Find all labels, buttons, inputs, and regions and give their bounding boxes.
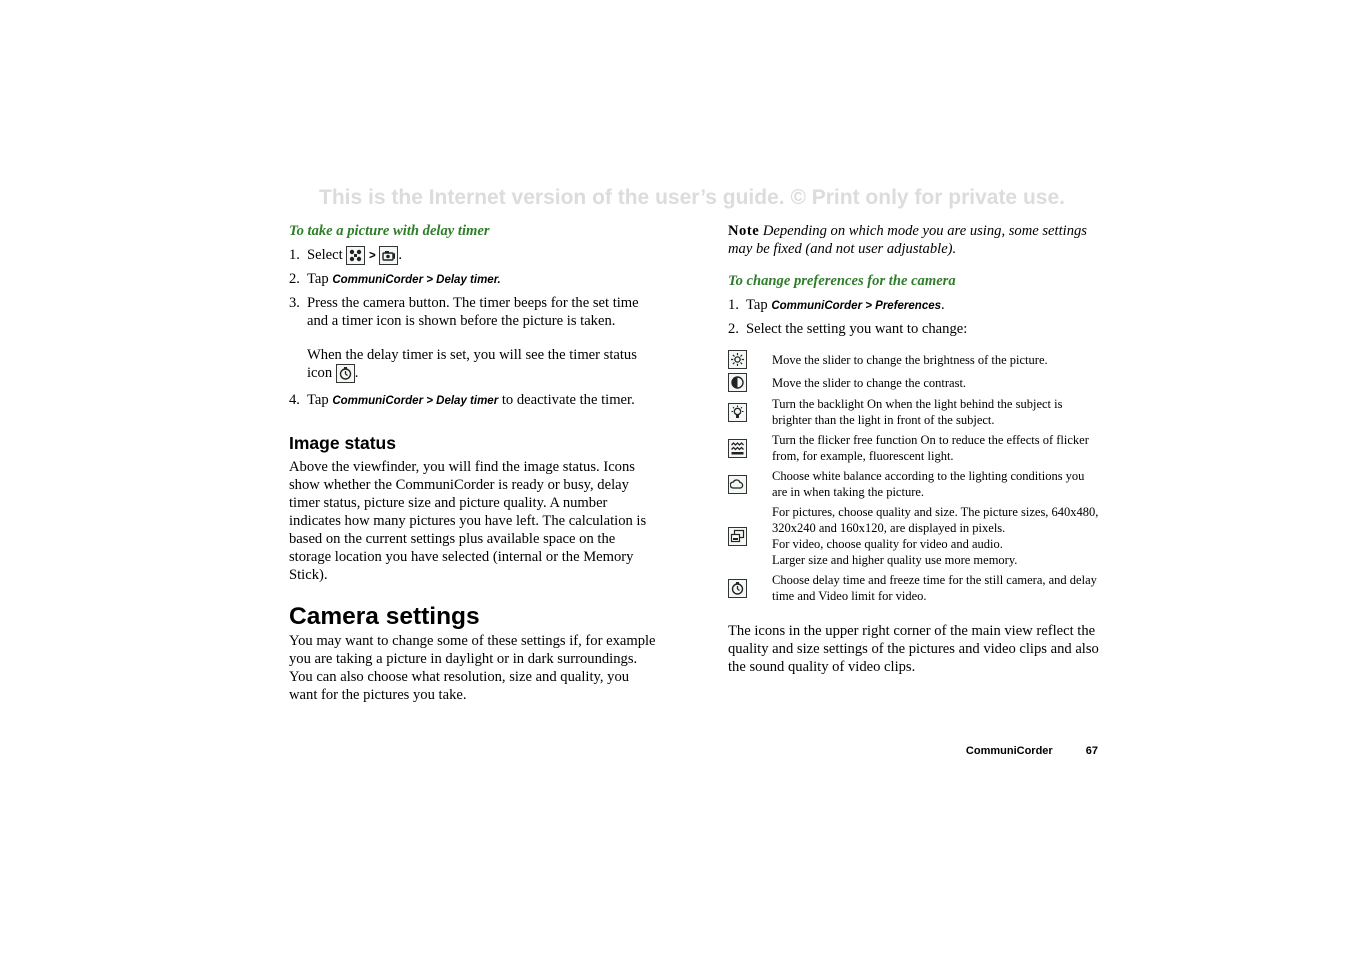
preferences-heading: To change preferences for the camera (728, 273, 956, 289)
note-text: Depending on which mode you are using, some settings may be fixed (and not user adjustable). (728, 223, 1087, 257)
setting-description: Move the slider to change the brightness of the picture. (772, 352, 1048, 367)
settings-row (728, 348, 1100, 371)
image-status-text: Above the viewfinder, you will find the image status. Icons show whether the CommuniCorder is ready or busy, delay timer status, picture size and picture quality. A number indicates how many pictures you have left. The calculation is based on the current settings plus available space on the storage location you have selected (internal or the Memory Stick). (289, 459, 647, 584)
settings-row (728, 502, 1100, 570)
delay-timer-icon (728, 579, 747, 598)
communicorder-icon (379, 246, 398, 265)
menu-path: CommuniCorder > Delay timer. (332, 274, 501, 287)
white-balance-icon (728, 475, 747, 494)
menu-separator: > (368, 250, 376, 262)
page-footer (900, 745, 1098, 757)
settings-row (728, 570, 1100, 606)
settings-row (728, 466, 1100, 502)
applications-icon (346, 246, 365, 265)
closing-text: The icons in the upper right corner of the main view reflect the quality and size settings of the pictures and video clips and also the sound quality of video clips. (728, 623, 1099, 675)
setting-description: Turn the backlight On when the light behind the subject is brighter than the light in front of the subject. (772, 397, 1063, 427)
setting-description: Turn the flicker free function On to reduce the effects of flicker from, for example, fluorescent light. (772, 433, 1089, 463)
delay-step-2: 2. Tap CommuniCorder > Delay timer. (289, 271, 501, 288)
setting-description: For pictures, choose quality and size. The picture sizes, 640x480, 320x240 and 160x120, are displayed in pixels. For video, choose quality for video and audio. Larger size and higher quality use more memory. (772, 505, 1099, 567)
image-status-heading: Image status (289, 433, 396, 454)
prefs-step-1: 1. Tap CommuniCorder > Preferences. (728, 297, 945, 313)
timer-status-note: When the delay timer is set, you will see the timer status icon . (307, 346, 661, 383)
delay-step-4: 4. Tap CommuniCorder > Delay timer to deactivate the timer. (289, 392, 635, 409)
step-text: Press the camera button. The timer beeps for the set time and a timer icon is shown before the picture is taken. (307, 295, 639, 330)
delay-step-1: 1. Select > . (289, 246, 661, 265)
left-column (289, 222, 661, 704)
contrast-icon (728, 373, 747, 392)
quality-size-icon (728, 527, 747, 546)
settings-table (728, 348, 1100, 606)
right-column (728, 222, 1100, 676)
delay-timer-heading: To take a picture with delay timer (289, 223, 490, 239)
note-paragraph (728, 222, 1100, 258)
menu-path: CommuniCorder > Preferences (771, 300, 942, 312)
step-text: Tap (307, 392, 329, 409)
settings-row (728, 430, 1100, 466)
setting-description: Choose white balance according to the lighting conditions you are in when taking the picture. (772, 469, 1085, 499)
setting-description: Move the slider to change the contrast. (772, 375, 967, 390)
footer-chapter: CommuniCorder (965, 745, 1053, 757)
watermark: This is the Internet version of the user’s guide. © Print only for private use. (319, 186, 1065, 209)
flicker-free-icon (728, 439, 747, 458)
step-text: Tap (307, 271, 329, 288)
menu-path: CommuniCorder > Delay timer (332, 395, 499, 408)
delay-step-3: 3. Press the camera button. The timer beeps for the set time and a timer icon is shown before the picture is taken. When the delay timer is set, you will see the timer status icon . (289, 294, 661, 383)
camera-settings-text: You may want to change some of these settings if, for example you are taking a picture in daylight or in dark surroundings. You can also choose what resolution, size and quality, you want for the pictures you take. (289, 633, 656, 704)
prefs-step-2: 2. Select the setting you want to change: (728, 321, 968, 337)
setting-description: Choose delay time and freeze time for the still camera, and delay time and Video limit for video. (772, 573, 1097, 603)
settings-row (728, 371, 1100, 394)
settings-row (728, 394, 1100, 430)
timer-status-icon (336, 364, 355, 383)
brightness-icon (728, 350, 747, 369)
step-text: Select (307, 247, 343, 263)
note-label: Note (728, 223, 760, 239)
page-number: 67 (1085, 745, 1098, 757)
backlight-icon (728, 403, 747, 422)
camera-settings-heading: Camera settings (289, 603, 480, 631)
